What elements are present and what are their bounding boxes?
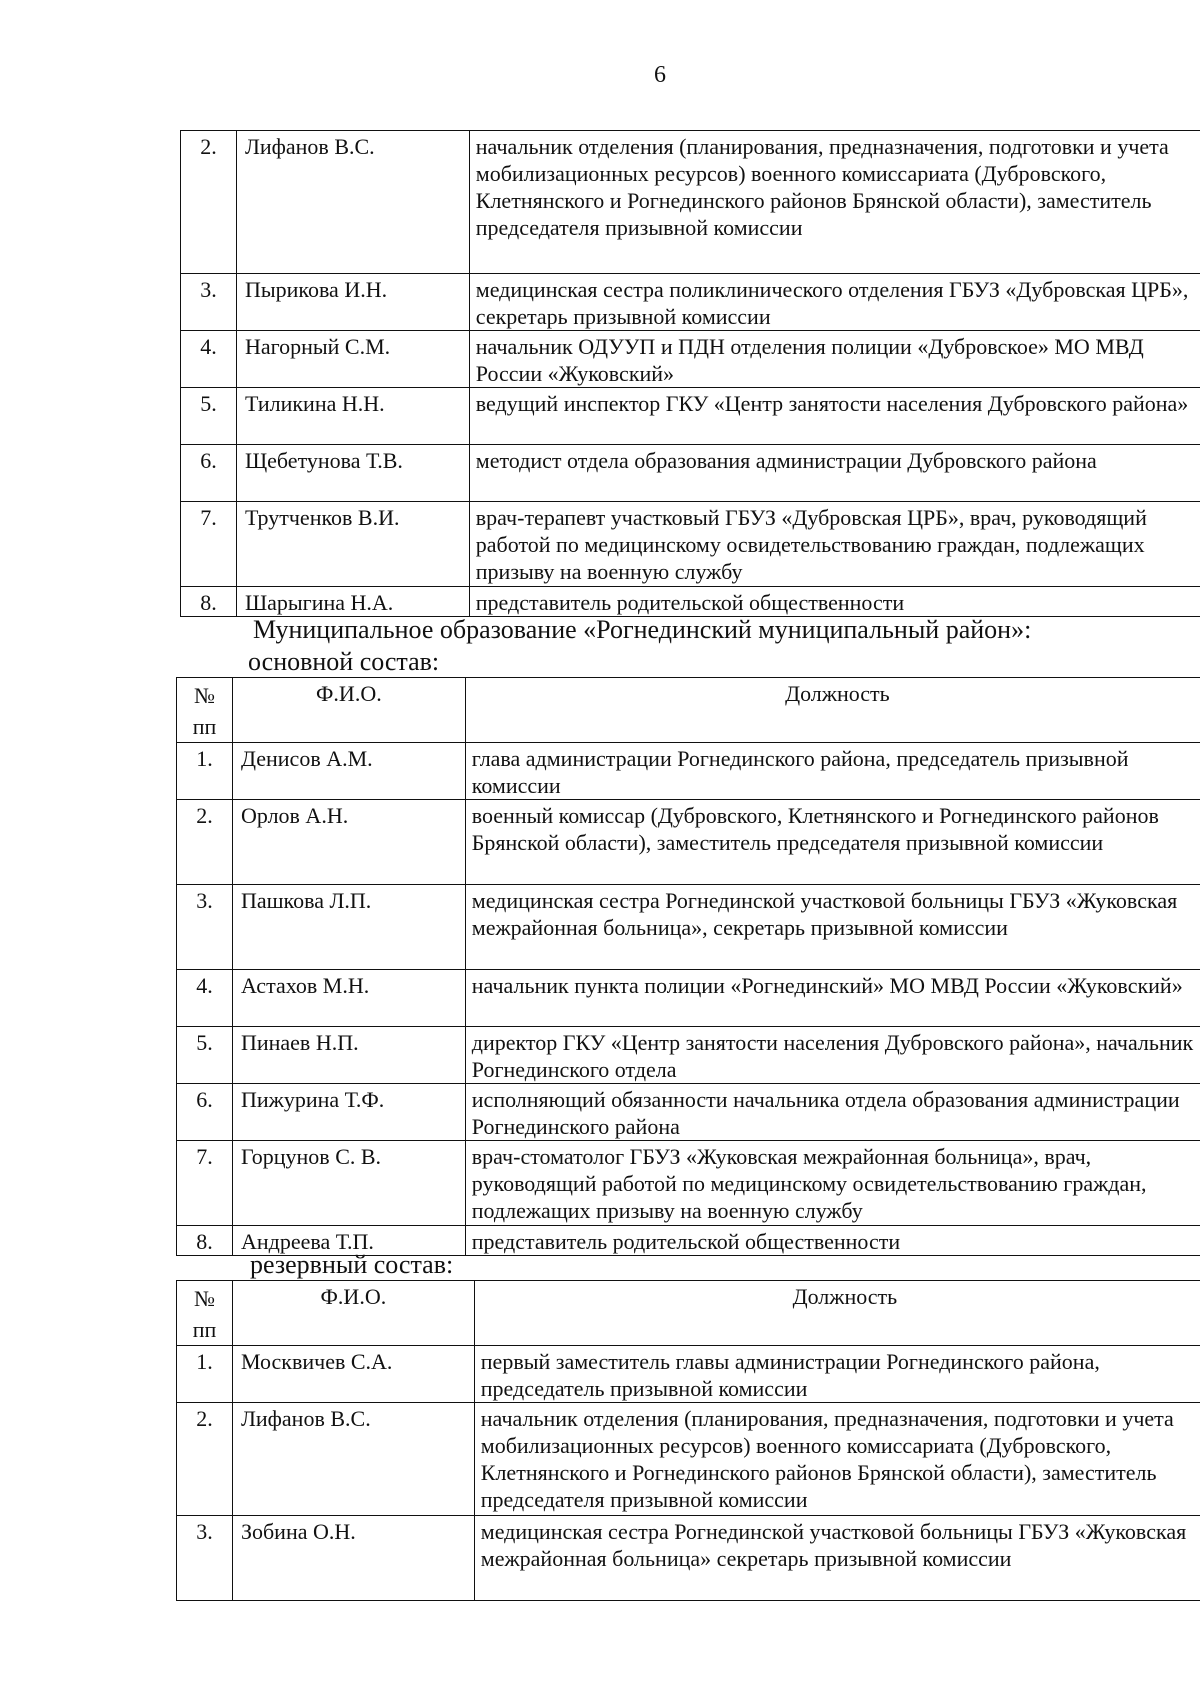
- table-row: [177, 800, 1200, 885]
- person-position: начальник ОДУУП и ПДН отделения полиции «Дубровское» МО МВД России «Жуковский»: [469, 331, 1200, 388]
- table-row: [177, 970, 1200, 1027]
- person-name: Денисов А.М.: [232, 743, 465, 800]
- column-header-number: № пп: [177, 1281, 233, 1346]
- table-row: [177, 1346, 1200, 1403]
- row-number: 7.: [181, 502, 237, 587]
- row-number: 1.: [177, 1346, 233, 1403]
- table-row: [177, 1027, 1200, 1084]
- table-row: [181, 502, 1200, 587]
- row-number: 5.: [181, 388, 237, 445]
- person-name: Пинаев Н.П.: [232, 1027, 465, 1084]
- table-body: [177, 1346, 1200, 1601]
- table-row: [181, 274, 1200, 331]
- table-header: [177, 678, 1200, 743]
- person-name: Горцунов С. В.: [232, 1141, 465, 1226]
- table-row: [177, 743, 1200, 800]
- person-name: Тиликина Н.Н.: [236, 388, 469, 445]
- person-position: методист отдела образования администрации Дубровского района: [469, 445, 1200, 502]
- person-position: ведущий инспектор ГКУ «Центр занятости населения Дубровского района»: [469, 388, 1200, 445]
- person-name: Трутченков В.И.: [236, 502, 469, 587]
- person-position: представитель родительской общественности: [465, 1226, 1200, 1256]
- person-position: медицинская сестра Рогнединской участковой больницы ГБУЗ «Жуковская межрайонная больница», секретарь призывной комиссии: [465, 885, 1200, 970]
- person-name: Москвичев С.А.: [232, 1346, 474, 1403]
- row-number: 2.: [177, 1403, 233, 1516]
- person-position: врач-терапевт участковый ГБУЗ «Дубровская ЦРБ», врач, руководящий работой по медицинскому освидетельствованию граждан, подлежащих призыву на военную службу: [469, 502, 1200, 587]
- person-name: Лифанов В.С.: [232, 1403, 474, 1516]
- person-position: врач-стоматолог ГБУЗ «Жуковская межрайонная больница», врач, руководящий работой по медицинскому освидетельствованию граждан, подлежащих призыву на военную службу: [465, 1141, 1200, 1226]
- person-name: Лифанов В.С.: [236, 131, 469, 274]
- table-row: [181, 131, 1200, 274]
- row-number: 3.: [177, 1516, 233, 1601]
- row-number: 1.: [177, 743, 233, 800]
- person-position: начальник отделения (планирования, предназначения, подготовки и учета мобилизационных ресурсов) военного комиссариата (Дубровского, Клетнянского и Рогнединского районов Брянской области), заместитель председателя призывной комиссии: [474, 1403, 1200, 1516]
- row-number: 8.: [177, 1226, 233, 1256]
- row-number: 6.: [177, 1084, 233, 1141]
- row-number: 3.: [181, 274, 237, 331]
- table-row: [177, 1516, 1200, 1601]
- column-header-number: № пп: [177, 678, 233, 743]
- person-name: Нагорный С.М.: [236, 331, 469, 388]
- person-name: Пашкова Л.П.: [232, 885, 465, 970]
- person-name: Орлов А.Н.: [232, 800, 465, 885]
- column-header-name: Ф.И.О.: [232, 1281, 474, 1346]
- table-row: [181, 331, 1200, 388]
- main-composition-label: основной состав:: [248, 647, 440, 676]
- person-name: Зобина О.Н.: [232, 1516, 474, 1601]
- table-row: [177, 1084, 1200, 1141]
- dubrovsky-roster-table: [180, 130, 1200, 617]
- row-number: 2.: [177, 800, 233, 885]
- row-number: 5.: [177, 1027, 233, 1084]
- person-position: военный комиссар (Дубровского, Клетнянского и Рогнединского районов Брянской области), заместитель председателя призывной комиссии: [465, 800, 1200, 885]
- table-body: [177, 743, 1200, 1256]
- person-position: исполняющий обязанности начальника отдела образования администрации Рогнединского района: [465, 1084, 1200, 1141]
- column-header-position: Должность: [474, 1281, 1200, 1346]
- person-name: Пижурина Т.Ф.: [232, 1084, 465, 1141]
- row-number: 3.: [177, 885, 233, 970]
- table-row: [181, 587, 1200, 617]
- table-row: [181, 388, 1200, 445]
- person-name: Шарыгина Н.А.: [236, 587, 469, 617]
- page-number: 6: [654, 62, 666, 88]
- person-name: Пырикова И.Н.: [236, 274, 469, 331]
- person-position: начальник отделения (планирования, предназначения, подготовки и учета мобилизационных ресурсов) военного комиссариата (Дубровского, Клетнянского и Рогнединского районов Брянской области), заместитель председателя призывной комиссии: [469, 131, 1200, 274]
- reserve-composition-label: резервный состав:: [250, 1250, 454, 1279]
- header-row: [177, 678, 1200, 743]
- column-header-name: Ф.И.О.: [232, 678, 465, 743]
- person-position: директор ГКУ «Центр занятости населения Дубровского района», начальник Рогнединского отдела: [465, 1027, 1200, 1084]
- table-row: [177, 885, 1200, 970]
- person-position: первый заместитель главы администрации Рогнединского района, председатель призывной комиссии: [474, 1346, 1200, 1403]
- municipality-section-title: Муниципальное образование «Рогнединский муниципальный район»:: [253, 615, 1032, 644]
- person-name: Астахов М.Н.: [232, 970, 465, 1027]
- column-header-position: Должность: [465, 678, 1200, 743]
- person-position: медицинская сестра поликлинического отделения ГБУЗ «Дубровская ЦРБ», секретарь призывной комиссии: [469, 274, 1200, 331]
- row-number: 2.: [181, 131, 237, 274]
- row-number: 8.: [181, 587, 237, 617]
- person-position: начальник пункта полиции «Рогнединский» МО МВД России «Жуковский»: [465, 970, 1200, 1027]
- row-number: 4.: [177, 970, 233, 1027]
- person-name: Андреева Т.П.: [232, 1226, 465, 1256]
- person-position: медицинская сестра Рогнединской участковой больницы ГБУЗ «Жуковская межрайонная больница» секретарь призывной комиссии: [474, 1516, 1200, 1601]
- person-name: Щебетунова Т.В.: [236, 445, 469, 502]
- main-composition-table: [176, 677, 1200, 1256]
- row-number: 4.: [181, 331, 237, 388]
- table-row: [177, 1141, 1200, 1226]
- table-row: [177, 1403, 1200, 1516]
- person-position: глава администрации Рогнединского района, председатель призывной комиссии: [465, 743, 1200, 800]
- table-row: [181, 445, 1200, 502]
- table-header: [177, 1281, 1200, 1346]
- row-number: 7.: [177, 1141, 233, 1226]
- header-row: [177, 1281, 1200, 1346]
- row-number: 6.: [181, 445, 237, 502]
- reserve-composition-table: [176, 1280, 1200, 1601]
- table-body: [181, 131, 1200, 617]
- person-position: представитель родительской общественности: [469, 587, 1200, 617]
